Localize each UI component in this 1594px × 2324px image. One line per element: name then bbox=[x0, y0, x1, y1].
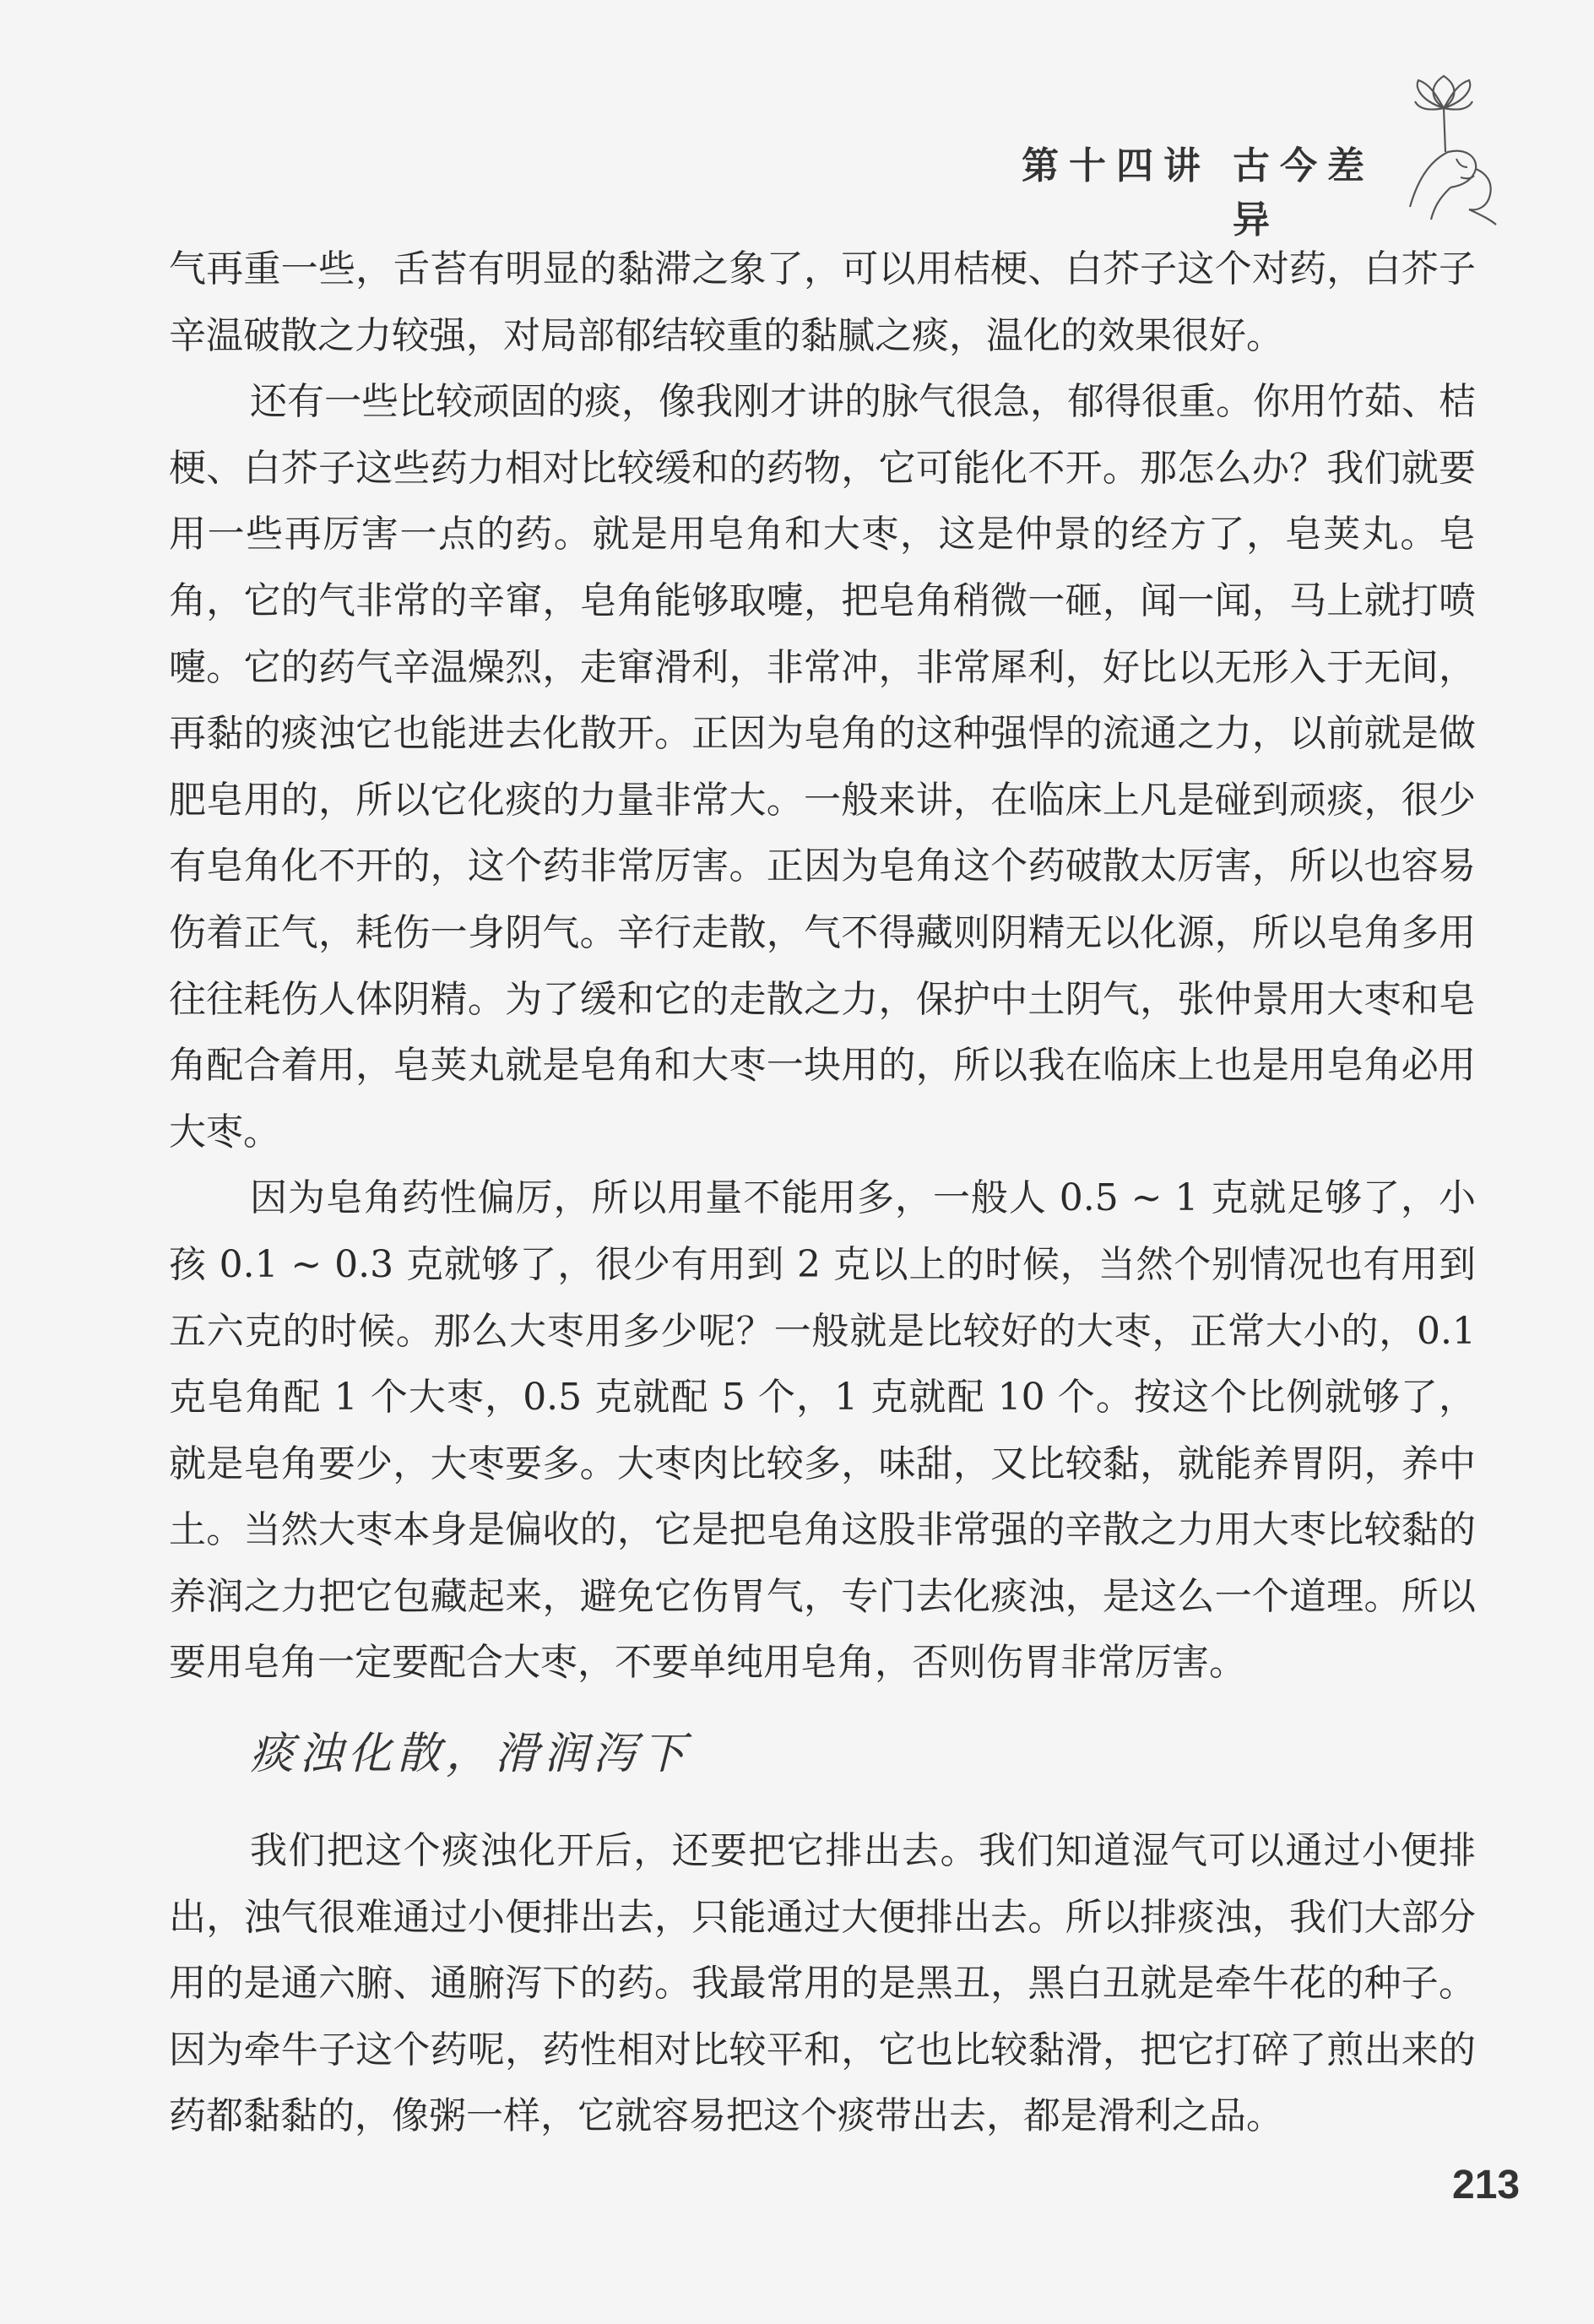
header-lecture: 第十四讲 bbox=[1022, 144, 1211, 187]
paragraph-2: 还有一些比较顽固的痰，像我刚才讲的脉气很急，郁得很重。你用竹茹、桔梗、白芥子这些药力相对比较缓和的药物，它可能化不开。那怎么办？我们就要用一些再厉害一点的药。就是用皂角和大枣，这是仲景的经方了，皂荚丸。皂角，它的气非常的辛窜，皂角能够取嚏，把皂角稍微一砸，闻一闻，马上就打喷嚏。它的药气辛温燥烈，走窜滑利，非常冲，非常犀利，好比以无形入于无间，再黏的痰浊它也能进去化散开。正因为皂角的这种强悍的流通之力，以前就是做肥皂用的，所以它化痰的力量非常大。一般来讲，在临床上凡是碰到顽痰，很少有皂角化不开的，这个药非常厉害。正因为皂角这个药破散太厉害，所以也容易伤着正气，耗伤一身阴气。辛行走散，气不得藏则阴精无以化源，所以皂角多用往往耗伤人体阴精。为了缓和它的走散之力，保护中土阴气，张仲景用大枣和皂角配合着用，皂荚丸就是皂角和大枣一块用的，所以我在临床上也是用皂角必用大枣。 bbox=[169, 380, 1476, 1154]
paragraph-1: 气再重一些，舌苔有明显的黏滞之象了，可以用桔梗、白芥子这个对药，白芥子辛温破散之力较强，对局部郁结较重的黏腻之痰，温化的效果很好。 bbox=[169, 247, 1476, 357]
paragraph-3: 因为皂角药性偏厉，所以用量不能用多，一般人 0.5 ~ 1 克就足够了，小孩 0.1 ~ 0.3 克就够了，很少有用到 2 克以上的时候，当然个别情况也有用到五六克的时候。那么大枣用多少呢？一般就是比较好的大枣，正常大小的，0.1 克皂角配 1 个大枣，0.5 克就配 5 个，1 克就配 10 个。按这个比例就够了，就是皂角要少，大枣要多。大枣肉比较多，味甜，又比较黏，就能养胃阴，养中土。当然大枣本身是偏收的，它是把皂角这股非常强的辛散之力用大枣比较黏的养润之力把它包藏起来，避免它伤胃气，专门去化痰浊，是这么一个道理。所以要用皂角一定要配合大枣，不要单纯用皂角，否则伤胃非常厉害。 bbox=[169, 1176, 1476, 1685]
header-chapter: 古今差异 bbox=[1233, 144, 1374, 242]
running-header bbox=[996, 127, 1402, 242]
lotus-hand-ornament-icon bbox=[1385, 59, 1503, 228]
section-heading: 痰浊化散，滑润泻下 bbox=[250, 1729, 691, 1780]
page-number: 213 bbox=[1452, 2163, 1521, 2207]
body-text bbox=[169, 236, 1476, 2150]
paragraph-4: 我们把这个痰浊化开后，还要把它排出去。我们知道湿气可以通过小便排出，浊气很难通过小便排出去，只能通过大便排出去。所以排痰浊，我们大部分用的是通六腑、通腑泻下的药。我最常用的是黑丑，黑白丑就是牵牛花的种子。因为牵牛子这个药呢，药性相对比较平和，它也比较黏滑，把它打碎了煎出来的药都黏黏的，像粥一样，它就容易把这个痰带出去，都是滑利之品。 bbox=[169, 1829, 1476, 2138]
